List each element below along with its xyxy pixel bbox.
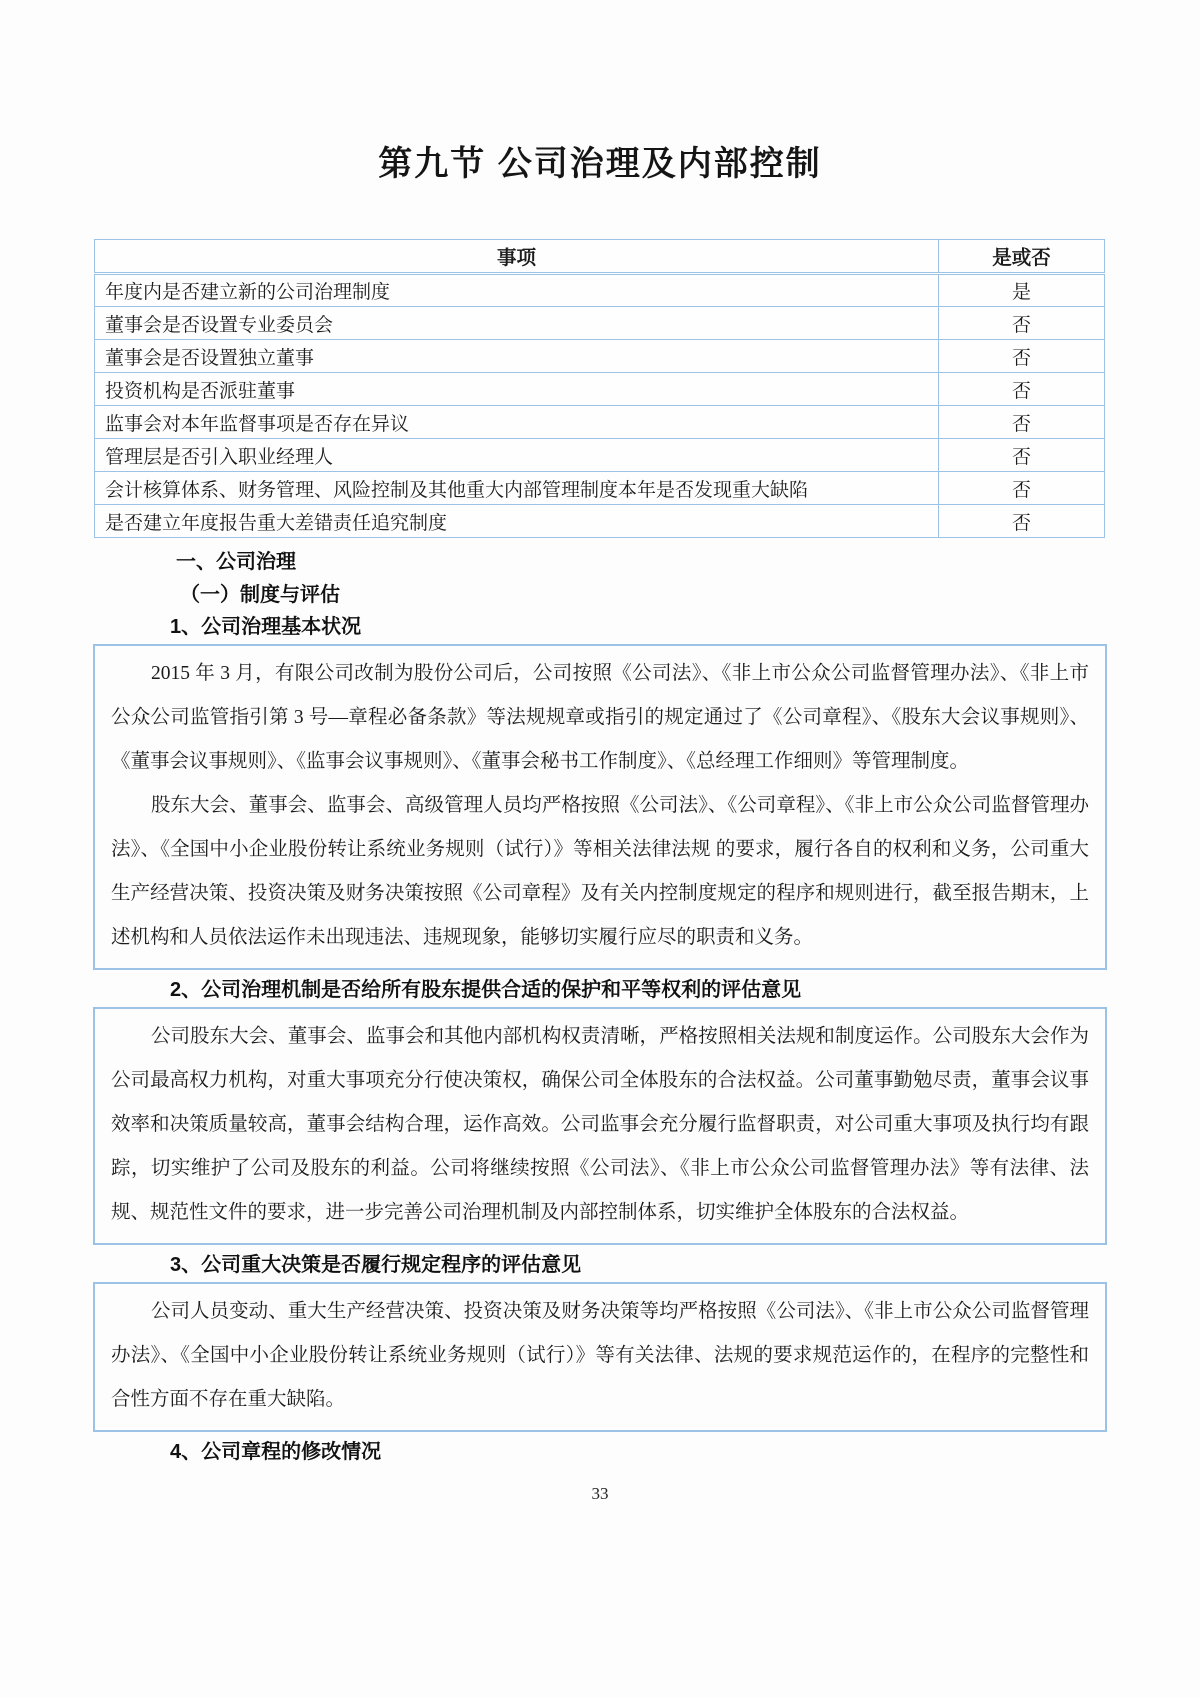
answer-cell: 否 [939,406,1105,439]
item-cell: 管理层是否引入职业经理人 [95,439,939,472]
answer-cell: 否 [939,472,1105,505]
item-cell: 董事会是否设置专业委员会 [95,307,939,340]
paragraph-major-decision: 公司人员变动、重大生产经营决策、投资决策及财务决策等均严格按照《公司法》、《非上市公众公司监督管理办法》、《全国中小企业股份转让系统业务规则（试行）》等有关法律、法规的要求规范运作的，在程序的完整性和合性方面不存在重大缺陷。 [111,1301,1089,1410]
column-header-yes-or-no: 是或否 [939,240,1105,274]
page-number: 33 [591,1484,609,1503]
column-header-item: 事项 [95,240,939,274]
item-cell: 董事会是否设置独立董事 [95,340,939,373]
paragraph-system-establishment: 2015 年 3 月，有限公司改制为股份公司后，公司按照《公司法》、《非上市公众公司监督管理办法》、《非上市公众公司监管指引第 3 号—章程必备条款》等法规规章或指引的规定通过了《公司章程》、《股东大会议事规则》、《董事会议事规则》、《监事会议事规则》、《董事会秘书工作制度》、《总经理工作细则》等管理制度。 [111,663,1089,772]
item-heading-major-decision-procedure-evaluation: 3、公司重大决策是否履行规定程序的评估意见 [170,1254,582,1276]
paragraph-bodies-operation: 股东大会、董事会、监事会、高级管理人员均严格按照《公司法》、《公司章程》、《非上市公众公司监督管理办法》、《全国中小企业股份转让系统业务规则（试行）》等相关法律法规 的要求，履行各自的权利和义务，公司重大生产经营决策、投资决策及财务决策按照《公司章程》及有关内控制度规定的程序和规则进行，截至报告期末，上述机构和人员依法运作未出现违法、违规现象，能够切实履行应尽的职责和义务。 [111,795,1089,948]
governance-table [94,239,1105,538]
paragraph-box-shareholder-protection [93,1007,1107,1245]
item-cell: 投资机构是否派驻董事 [95,373,939,406]
answer-cell: 是 [939,274,1105,307]
item-heading-articles-amendment: 4、公司章程的修改情况 [170,1441,382,1463]
answer-cell: 否 [939,340,1105,373]
governance-table-body [95,274,1105,538]
item-cell: 会计核算体系、财务管理、风险控制及其他重大内部管理制度本年是否发现重大缺陷 [95,472,939,505]
table-row [95,307,1105,340]
paragraph-box-major-decision [93,1282,1107,1432]
page-title: 第九节 公司治理及内部控制 [378,145,822,183]
answer-cell: 否 [939,373,1105,406]
table-row [95,472,1105,505]
table-row [95,439,1105,472]
item-heading-governance-basic-status: 1、公司治理基本状况 [170,616,362,638]
item-cell: 监事会对本年监督事项是否存在异议 [95,406,939,439]
paragraph-box-governance-basic-status [93,644,1107,970]
item-cell: 是否建立年度报告重大差错责任追究制度 [95,505,939,538]
table-row [95,340,1105,373]
table-row [95,274,1105,307]
paragraph-shareholder-protection: 公司股东大会、董事会、监事会和其他内部机构权责清晰，严格按照相关法规和制度运作。公司股东大会作为公司最高权力机构，对重大事项充分行使决策权，确保公司全体股东的合法权益。公司董事勤勉尽责，董事会议事效率和决策质量较高，董事会结构合理，运作高效。公司监事会充分履行监督职责，对公司重大事项及执行均有跟踪，切实维护了公司及股东的利益。公司将继续按照《公司法》、《非上市公众公司监督管理办法》等有法律、法规、规范性文件的要求，进一步完善公司治理机制及内部控制体系，切实维护全体股东的合法权益。 [111,1026,1089,1223]
item-cell: 年度内是否建立新的公司治理制度 [95,274,939,307]
item-heading-shareholder-protection-evaluation: 2、公司治理机制是否给所有股东提供合适的保护和平等权利的评估意见 [170,979,802,1001]
answer-cell: 否 [939,307,1105,340]
subsection-heading-system-and-evaluation: （一）制度与评估 [180,584,340,606]
table-row [95,505,1105,538]
section-heading-corporate-governance: 一、公司治理 [176,551,296,573]
answer-cell: 否 [939,439,1105,472]
table-header-row [95,240,1105,274]
table-row [95,373,1105,406]
answer-cell: 否 [939,505,1105,538]
table-row [95,406,1105,439]
